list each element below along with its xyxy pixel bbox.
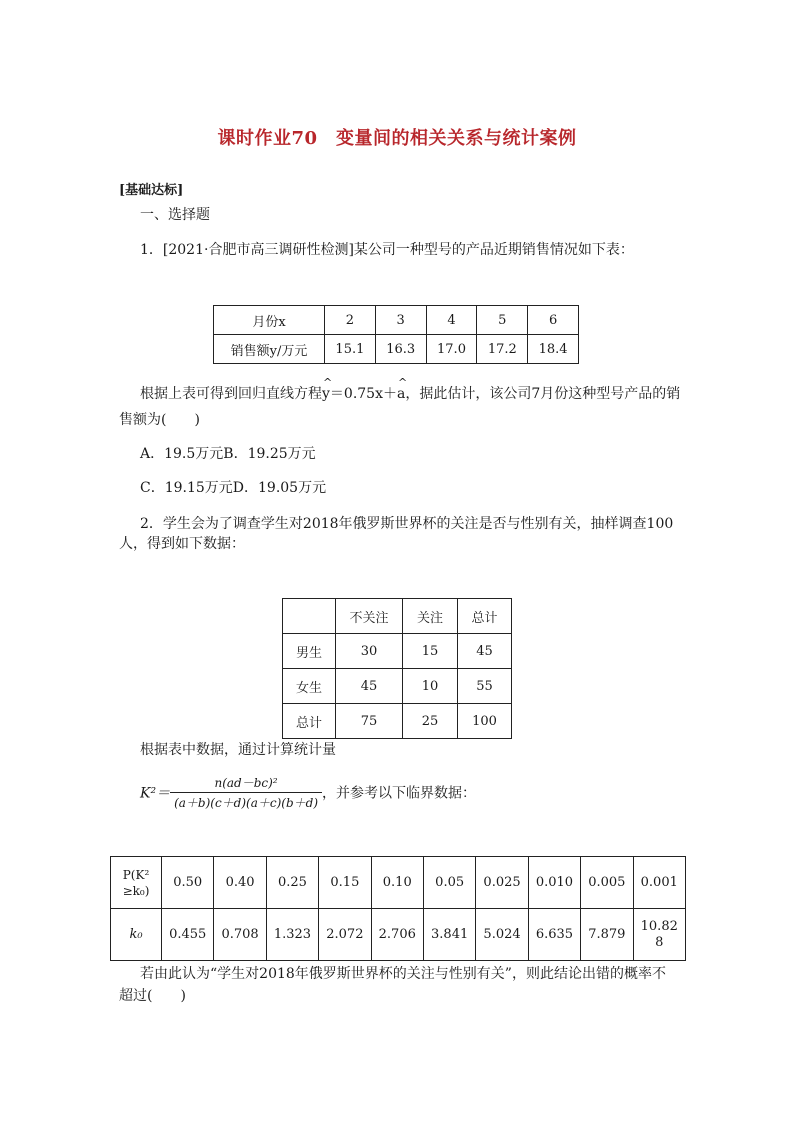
q2-survey-table [282,598,512,739]
k-squared-formula [140,774,476,811]
q1-stem: 1．[2021·合肥市高三调研性检测]某公司一种型号的产品近期销售情况如下表： [140,242,634,258]
formula-lhs: K²＝ [140,785,171,802]
table-cell: 3 [375,306,426,335]
table-row [283,704,512,739]
table-cell: 100 [458,704,512,739]
table-cell: 6 [528,306,579,335]
table-row [214,335,579,364]
table-cell: 17.0 [426,335,477,364]
table-cell: 0.455 [162,909,214,961]
table-cell: 45 [336,669,403,704]
q1-text-b: ，据此估计，该公司7月份这种型号产品的销 [405,386,681,402]
a-hat: ^ a [397,384,405,404]
table-cell: 15.1 [325,335,376,364]
table-cell: 2.072 [319,909,371,961]
table-cell: 18.4 [528,335,579,364]
table-cell: 月份x [214,306,325,335]
table-cell: 销售额y/万元 [214,335,325,364]
table-cell: 关注 [403,599,458,634]
table-cell: 30 [336,634,403,669]
table-cell: 不关注 [336,599,403,634]
table-cell: 总计 [458,599,512,634]
table-cell: 0.001 [633,857,685,909]
formula-fraction [170,774,322,811]
q2-conclusion-line2: 超过( ) [119,988,186,1004]
q1-line2: 售额为( ) [119,412,200,428]
table-cell: 女生 [283,669,336,704]
table-cell: 7.879 [581,909,633,961]
subsection-heading: 一、选择题 [140,207,210,223]
y-hat: ^ y [322,384,330,404]
q1-option-cd: C．19.15万元D．19.05万元 [140,480,327,496]
q1-option-ab: A．19.5万元B．19.25万元 [140,446,316,462]
k-last-b: 8 [655,934,664,950]
p-label-b: ≥k₀) [122,883,150,898]
table-cell: 0.025 [476,857,528,909]
table-cell: 2 [325,306,376,335]
table-cell: 55 [458,669,512,704]
q2-stat-text: 根据表中数据，通过计算统计量 [140,742,336,758]
table-cell: 0.10 [371,857,423,909]
q1-text-a: 根据上表可得到回归直线方程 [140,386,322,402]
table-row [111,857,686,909]
table-cell: 0.25 [266,857,318,909]
q2-stem-line2: 人，得到如下数据： [119,536,245,552]
formula-numerator: n(ad－bc)² [170,774,322,793]
table-row [111,909,686,961]
q1-eq-mid: ＝0.75x＋ [329,386,397,402]
table-cell: 25 [403,704,458,739]
table-cell: 16.3 [375,335,426,364]
q1-regression-line [140,384,680,404]
table-cell: 0.05 [423,857,475,909]
table-cell: 45 [458,634,512,669]
table-cell: 0.40 [214,857,266,909]
k-last-a: 10.82 [640,918,678,934]
table-cell: 6.635 [528,909,580,961]
p-label-a: P(K² [122,867,150,882]
table-cell: 1.323 [266,909,318,961]
table-cell: 15 [403,634,458,669]
page-title: 课时作业70 变量间的相关关系与统计案例 [217,128,577,149]
table-row [283,634,512,669]
table-cell: 10 [403,669,458,704]
table-cell: 75 [336,704,403,739]
table-cell: 17.2 [477,335,528,364]
table-cell: 2.706 [371,909,423,961]
table-cell: 3.841 [423,909,475,961]
q2-conclusion-line1: 若由此认为“学生对2018年俄罗斯世界杯的关注与性别有关”，则此结论出错的概率不 [140,966,666,982]
table-row [283,599,512,634]
formula-denominator: (a＋b)(c＋d)(a＋c)(b＋d) [174,796,319,810]
table-cell: 0.50 [162,857,214,909]
table-cell: 0.010 [528,857,580,909]
section-heading: [基础达标] [119,183,184,198]
table-cell: 4 [426,306,477,335]
table-cell: 0.15 [319,857,371,909]
table-cell: 5.024 [476,909,528,961]
table-cell: 总计 [283,704,336,739]
q2-stem-line1: 2．学生会为了调查学生对2018年俄罗斯世界杯的关注是否与性别有关，抽样调查100 [140,516,674,532]
table-row [214,306,579,335]
table-cell [111,857,162,909]
table-cell: 男生 [283,634,336,669]
critical-values-table [110,856,686,961]
table-cell: 5 [477,306,528,335]
table-cell: k₀ [111,909,162,961]
table-cell: 0.005 [581,857,633,909]
table-cell [633,909,685,961]
table-row [283,669,512,704]
table-cell: 0.708 [214,909,266,961]
formula-tail: ，并参考以下临界数据： [322,785,477,802]
table-cell [283,599,336,634]
q1-sales-table [213,305,579,364]
